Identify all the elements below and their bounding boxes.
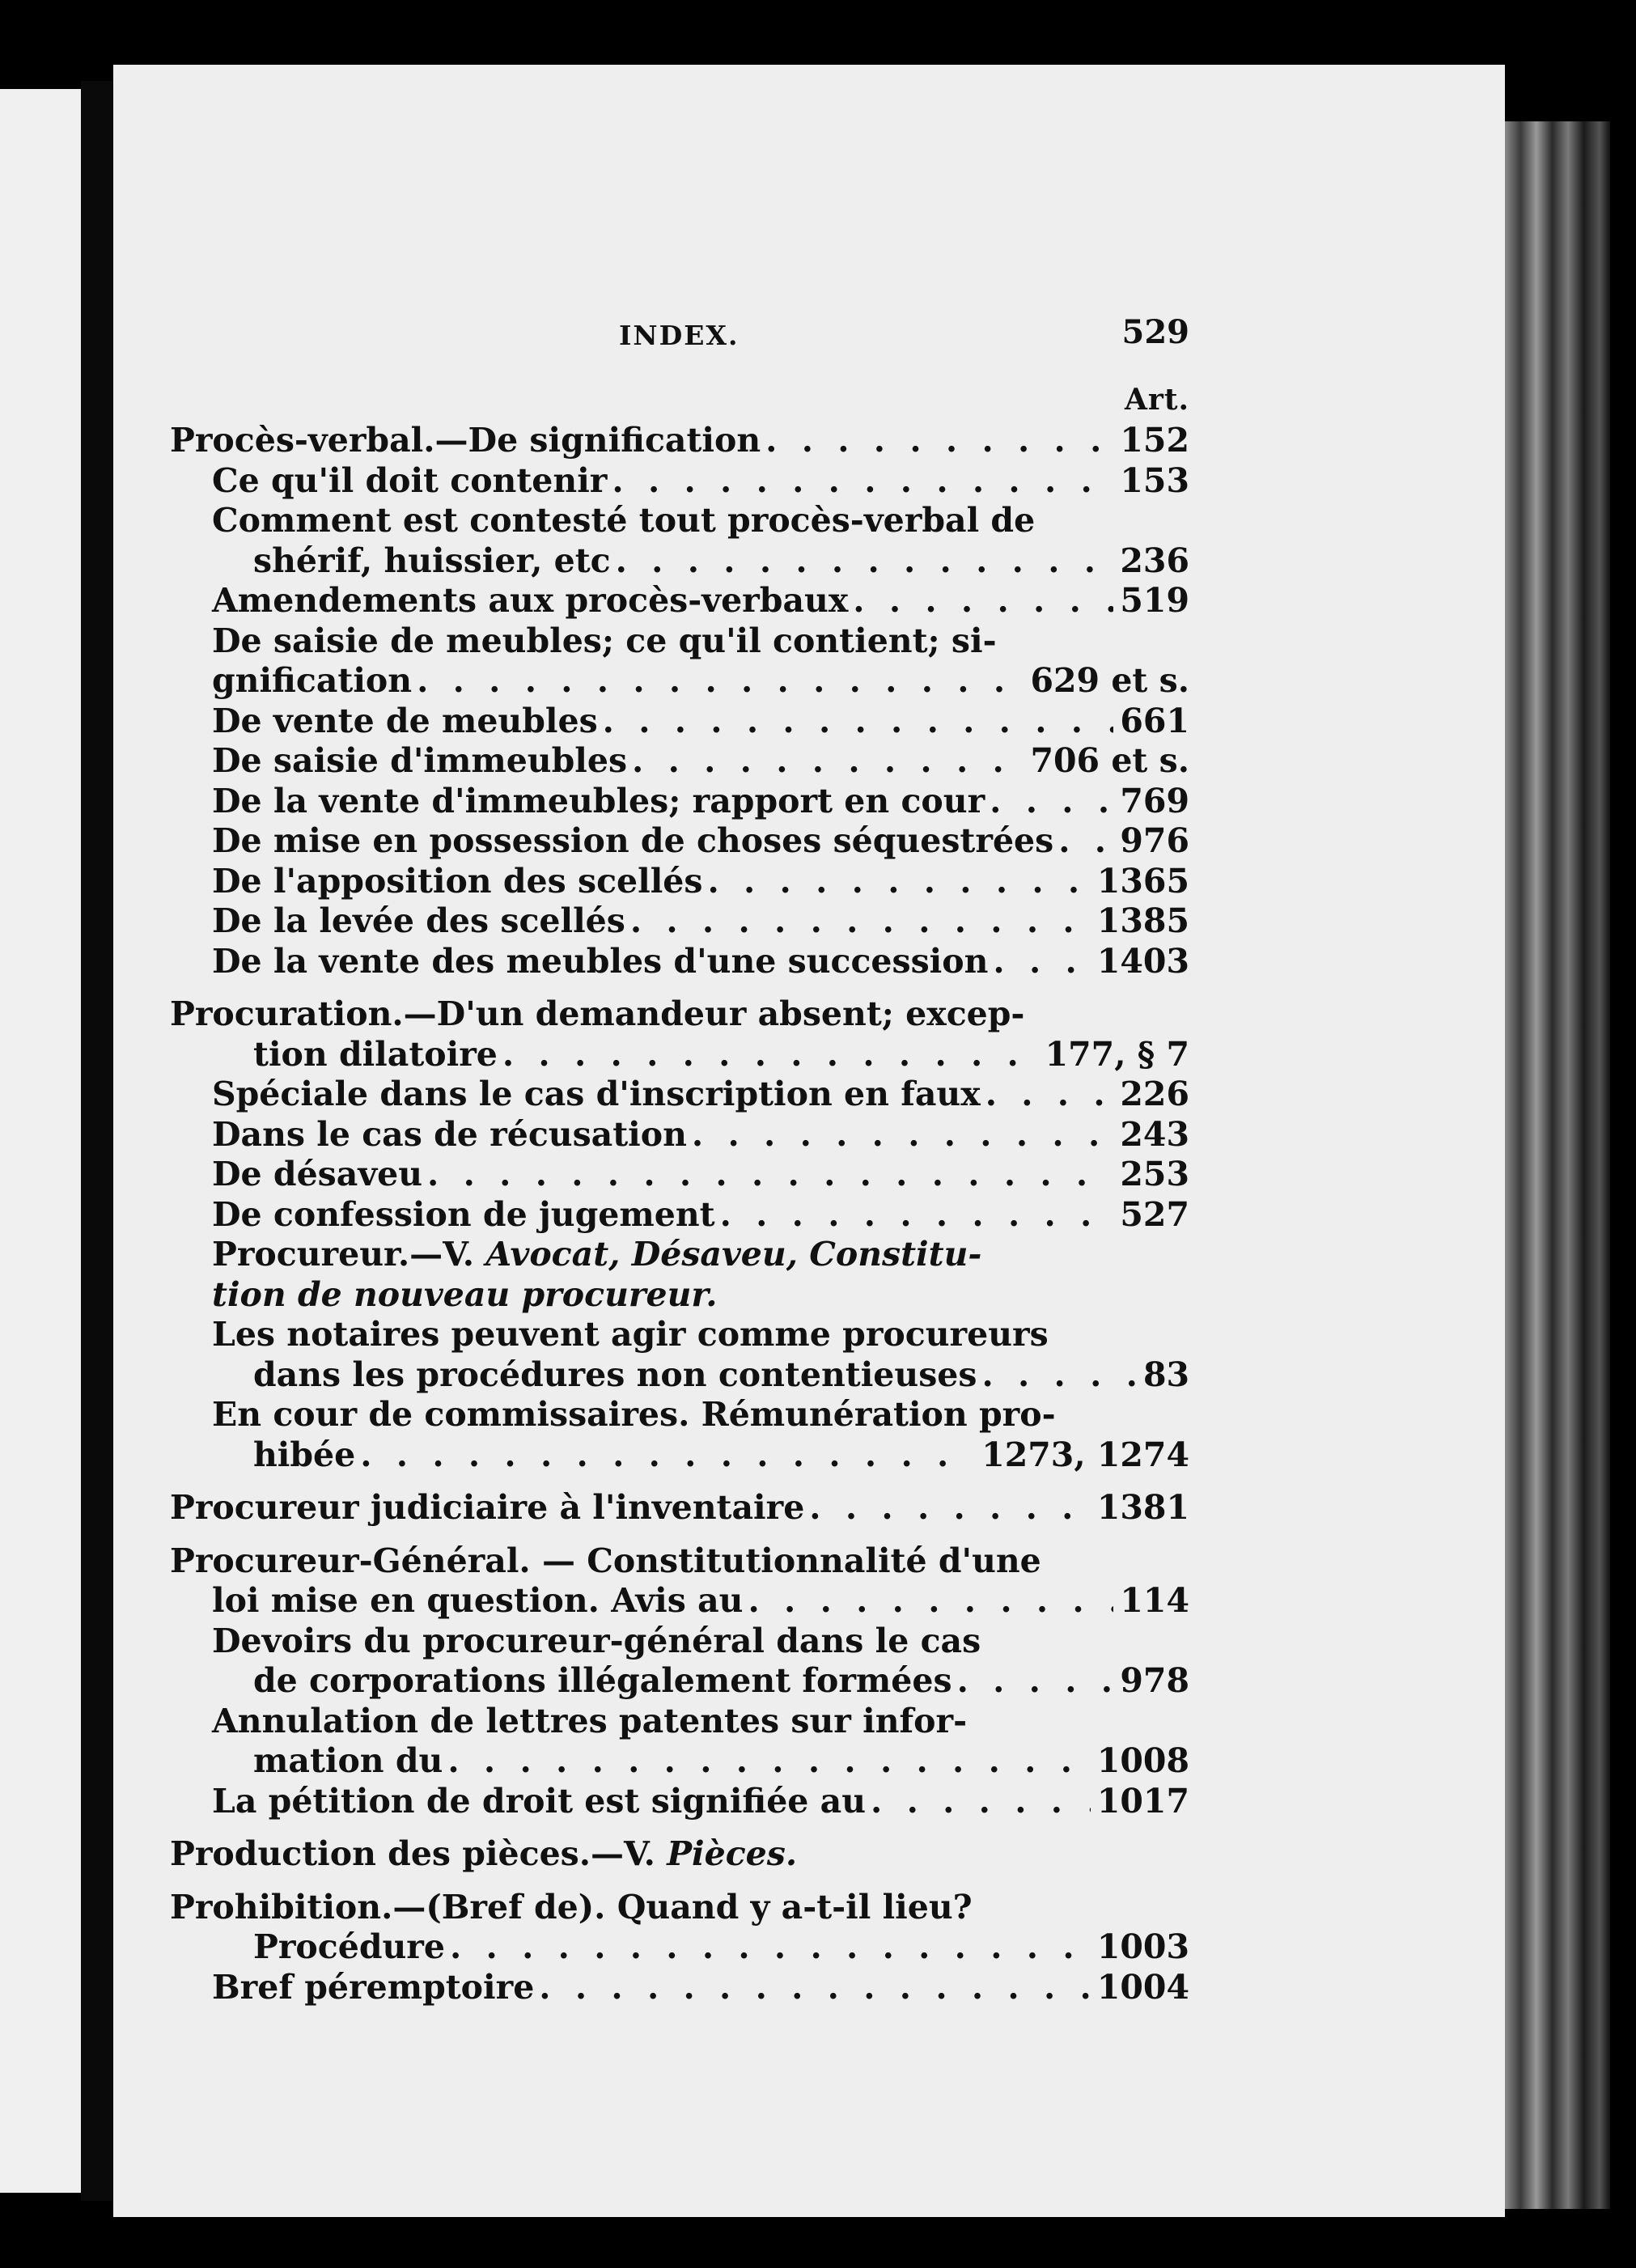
index-entry: Dans le cas de récusation . . . 243 — [170, 1115, 1189, 1155]
running-head: INDEX. — [619, 320, 740, 351]
index-text — [170, 299, 1189, 2007]
index-entry: tion dilatoire . . . 177, § 7 — [170, 1035, 1189, 1075]
index-entry: De confession de jugement . . . 527 — [170, 1195, 1189, 1236]
index-entry: Ce qu'il doit contenir . . . 153 — [170, 461, 1189, 502]
index-entry: Spéciale dans le cas d'inscription en faux . . . 226 — [170, 1075, 1189, 1115]
index-entry: Bref péremptoire . . . 1004 — [170, 1968, 1189, 2008]
index-entry: Annulation de lettres patentes sur infor- — [212, 1701, 968, 1740]
page-header — [170, 299, 1189, 380]
index-entry: De la vente des meubles d'une succession . . . 1403 — [170, 942, 1189, 982]
index-entry: De l'apposition des scellés . . . 1365 — [170, 862, 1189, 902]
index-entry: Comment est contesté tout procès-verbal de — [212, 501, 1036, 540]
index-entry: De la levée des scellés . . . 1385 — [170, 901, 1189, 942]
index-entry: Production des pièces.—V. Pièces. — [170, 1834, 798, 1873]
index-entry: Devoirs du procureur-général dans le cas — [212, 1621, 981, 1660]
index-entry: Procureur.—V. Avocat, Désaveu, Constitu- — [212, 1235, 982, 1274]
index-entry: gnification . . . 629 et s. — [170, 661, 1189, 702]
index-entry: Amendements aux procès-verbaux . . . 519 — [170, 581, 1189, 621]
index-entry: De saisie d'immeubles . . . 706 et s. — [170, 741, 1189, 782]
index-entry: De désaveu . . . 253 — [170, 1155, 1189, 1195]
index-entry: Procureur judiciaire à l'inventaire . . . 1381 — [170, 1488, 1189, 1528]
column-label: Art. — [1124, 383, 1189, 417]
page-edges — [1505, 121, 1610, 2209]
index-entry: De saisie de meubles; ce qu'il contient; si- — [212, 621, 997, 660]
index-entry: De mise en possession de choses séquestrées . . . 976 — [170, 821, 1189, 862]
index-entry: hibée . . . 1273, 1274 — [170, 1435, 1189, 1476]
index-entry: Les notaires peuvent agir comme procureurs — [212, 1315, 1049, 1354]
index-entry: dans les procédures non contentieuses . . . 83 — [170, 1355, 1189, 1396]
index-entry: De vente de meubles . . . 661 — [170, 702, 1189, 742]
left-page-edge — [0, 89, 81, 2193]
index-entry: Procès-verbal.—De signification . . . 152 — [170, 421, 1189, 461]
index-entry: La pétition de droit est signifiée au . . . 1017 — [170, 1782, 1189, 1822]
page-number: 529 — [1121, 313, 1189, 351]
index-entry: mation du . . . 1008 — [170, 1741, 1189, 1782]
index-entry: de corporations illégalement formées . . . 978 — [170, 1661, 1189, 1702]
index-entry: Procédure . . . 1003 — [170, 1927, 1189, 1968]
index-entry: Procuration.—D'un demandeur absent; excep- — [170, 994, 1025, 1033]
index-entry: Prohibition.—(Bref de). Quand y a-t-il lieu? — [170, 1887, 973, 1927]
book-gutter — [81, 81, 113, 2201]
index-entry: shérif, huissier, etc . . . 236 — [170, 541, 1189, 582]
index-entry: loi mise en question. Avis au . . . 114 — [170, 1581, 1189, 1622]
index-entry: En cour de commissaires. Rémunération pro- — [212, 1395, 1056, 1434]
index-entry: De la vente d'immeubles; rapport en cour . . . 769 — [170, 782, 1189, 822]
index-entry: tion de nouveau procureur. — [212, 1274, 718, 1314]
index-entry: Procureur-Général. — Constitutionnalité d'une — [170, 1541, 1041, 1580]
